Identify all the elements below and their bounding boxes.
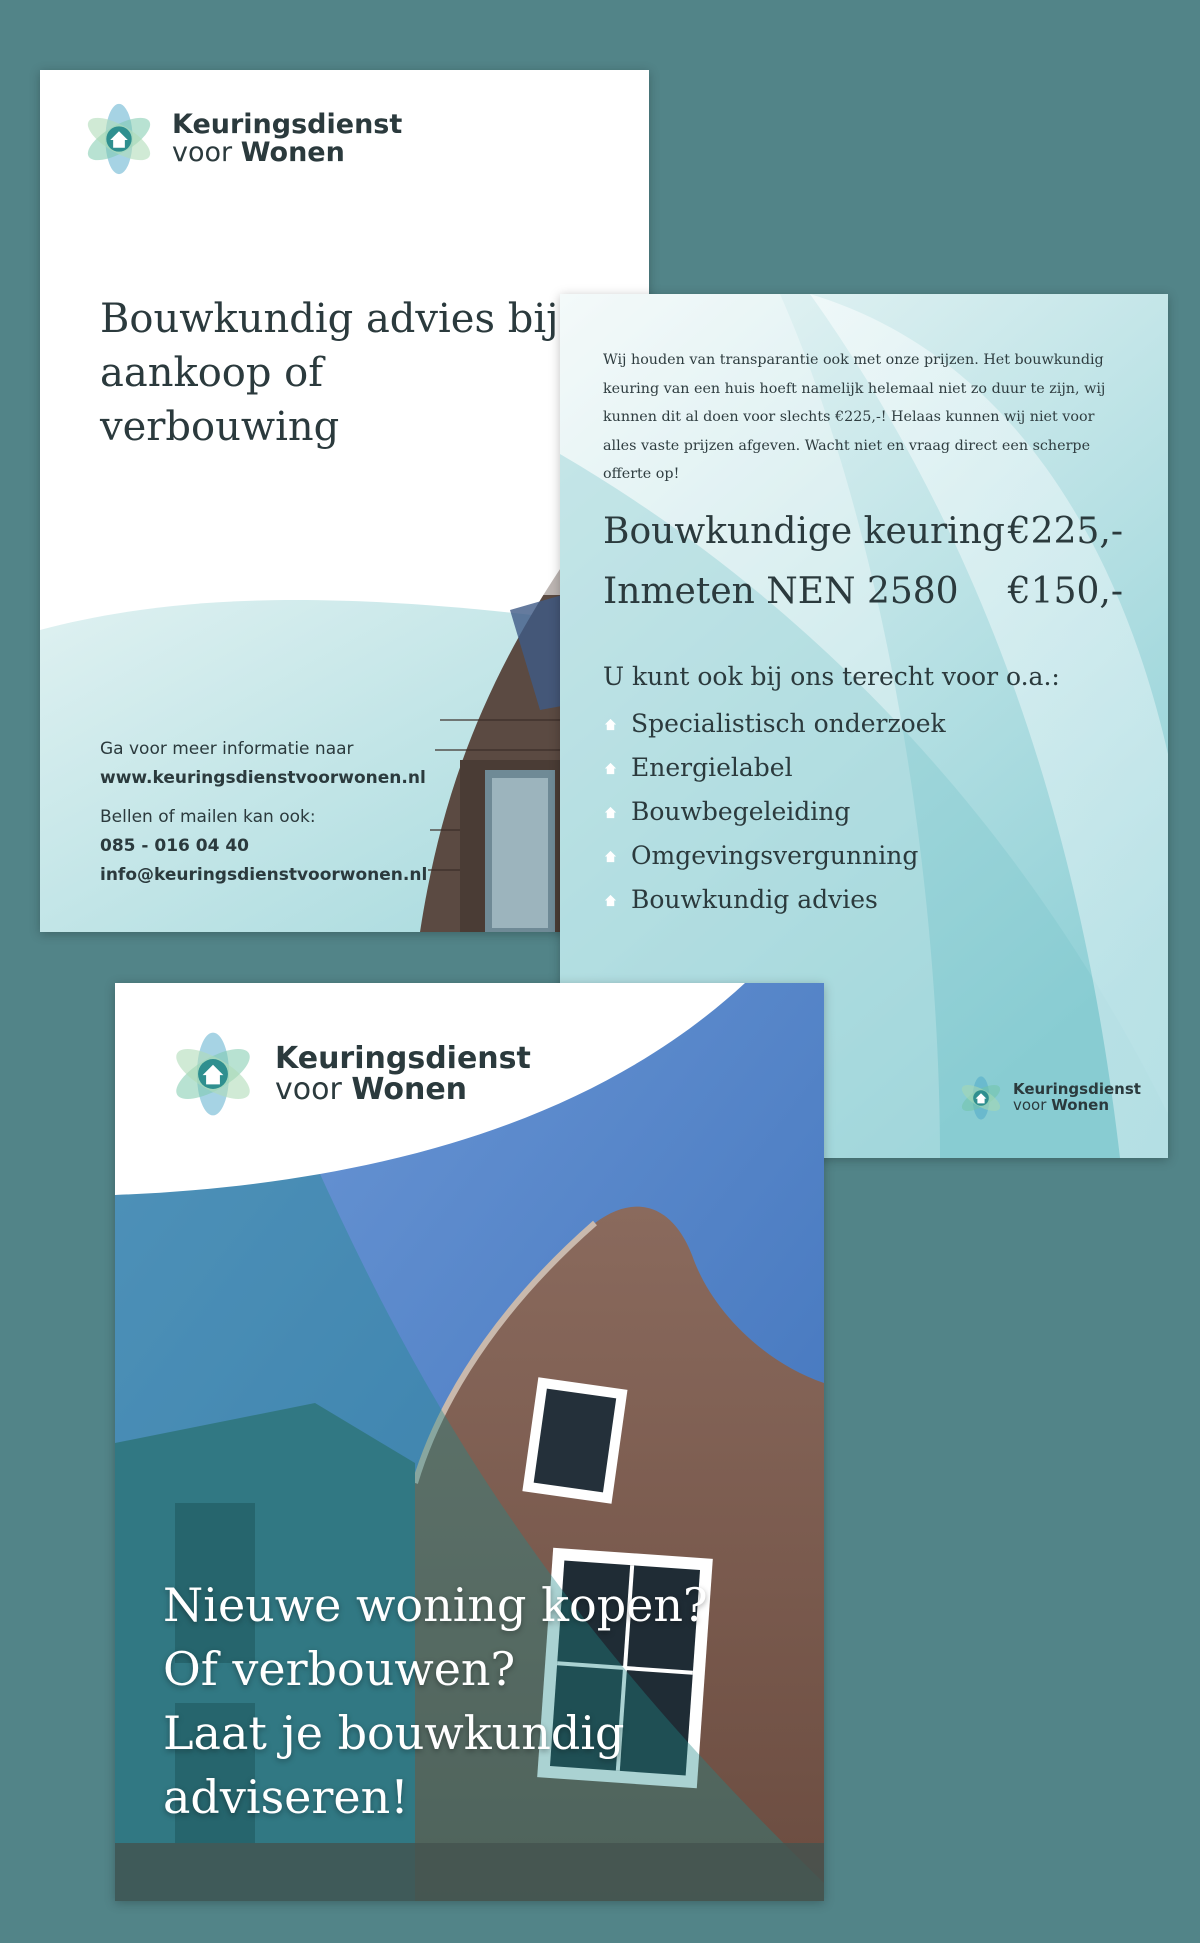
service-item: [603, 790, 946, 834]
house-bullet-icon: [603, 893, 618, 908]
brand-logo-small: [957, 1074, 1141, 1122]
price-label: Bouwkundige keuring: [603, 511, 1005, 552]
price-value: €225,-: [1007, 511, 1123, 552]
price-row: [603, 562, 1123, 622]
logo-emblem-icon: [80, 100, 158, 178]
cover-card: [115, 983, 824, 1901]
service-item: [603, 746, 946, 790]
logo-name-line1: Keuringsdienst: [1013, 1080, 1141, 1099]
logo-name-main: Wonen: [240, 137, 345, 168]
logo-name-line2: [275, 1074, 531, 1106]
price-label: Inmeten NEN 2580: [603, 571, 959, 612]
contact-info: [100, 735, 460, 890]
price-list: [603, 502, 1123, 622]
logo-emblem-icon: [167, 1028, 259, 1120]
logo-name-line1: Keuringsdienst: [275, 1040, 531, 1076]
services-heading: U kunt ook bij ons terecht voor o.a.:: [603, 662, 1060, 691]
house-bullet-icon: [603, 849, 618, 864]
service-label: Bouwbegeleiding: [631, 797, 851, 826]
info-label: Ga voor meer informatie naar: [100, 739, 354, 759]
phone-number[interactable]: 085 - 016 04 40: [100, 836, 250, 856]
house-bullet-icon: [603, 805, 618, 820]
house-bullet-icon: [603, 761, 618, 776]
cover-headline-line: Of verbouwen?: [163, 1642, 516, 1696]
flyer-card-advice: [40, 70, 649, 932]
pricing-intro: Wij houden van transparantie ook met onze prijzen. Het bouwkundig keuring van een huis hoeft namelijk helemaal niet zo duur te zijn, wij kunnen dit al doen voor slechts €225,-! Helaas kunnen wij niet voor alles vaste prijzen afgeven. Wacht niet en vraag direct een scherpe offerte op!: [603, 352, 1106, 482]
price-value: €150,-: [1007, 571, 1123, 612]
logo-name-prefix: voor: [275, 1072, 342, 1107]
service-label: Energielabel: [631, 753, 793, 782]
logo-name-line1: Keuringsdienst: [172, 108, 403, 140]
brand-logo: [80, 100, 402, 178]
brand-logo-cover: [167, 1028, 531, 1120]
logo-name-line2: [172, 139, 402, 167]
email-link[interactable]: info@keuringsdienstvoorwonen.nl: [100, 865, 428, 885]
website-link[interactable]: www.keuringsdienstvoorwonen.nl: [100, 768, 426, 788]
logo-name-prefix: voor: [172, 137, 233, 168]
logo-name-prefix: voor: [1013, 1096, 1047, 1114]
service-item: [603, 702, 946, 746]
house-bullet-icon: [603, 717, 618, 732]
logo-name-main: Wonen: [351, 1072, 468, 1107]
cover-headline-line: Laat je bouwkundig: [163, 1706, 625, 1760]
cover-headline: [163, 1573, 783, 1829]
cover-headline-line: Nieuwe woning kopen?: [163, 1578, 708, 1632]
service-label: Specialistisch onderzoek: [631, 709, 946, 738]
logo-emblem-icon: [957, 1074, 1005, 1122]
contact-label: Bellen of mailen kan ook:: [100, 807, 316, 827]
logo-name-line2: [1013, 1098, 1141, 1114]
price-row: [603, 502, 1123, 562]
service-label: Bouwkundig advies: [631, 885, 878, 914]
service-item: [603, 834, 946, 878]
flyer-title: Bouwkundig advies bij aankoop of verbouwing: [100, 296, 559, 450]
services-list: [603, 702, 946, 922]
service-item: [603, 878, 946, 922]
cover-headline-line: adviseren!: [163, 1770, 409, 1824]
logo-name-main: Wonen: [1051, 1096, 1110, 1114]
service-label: Omgevingsvergunning: [631, 841, 919, 870]
